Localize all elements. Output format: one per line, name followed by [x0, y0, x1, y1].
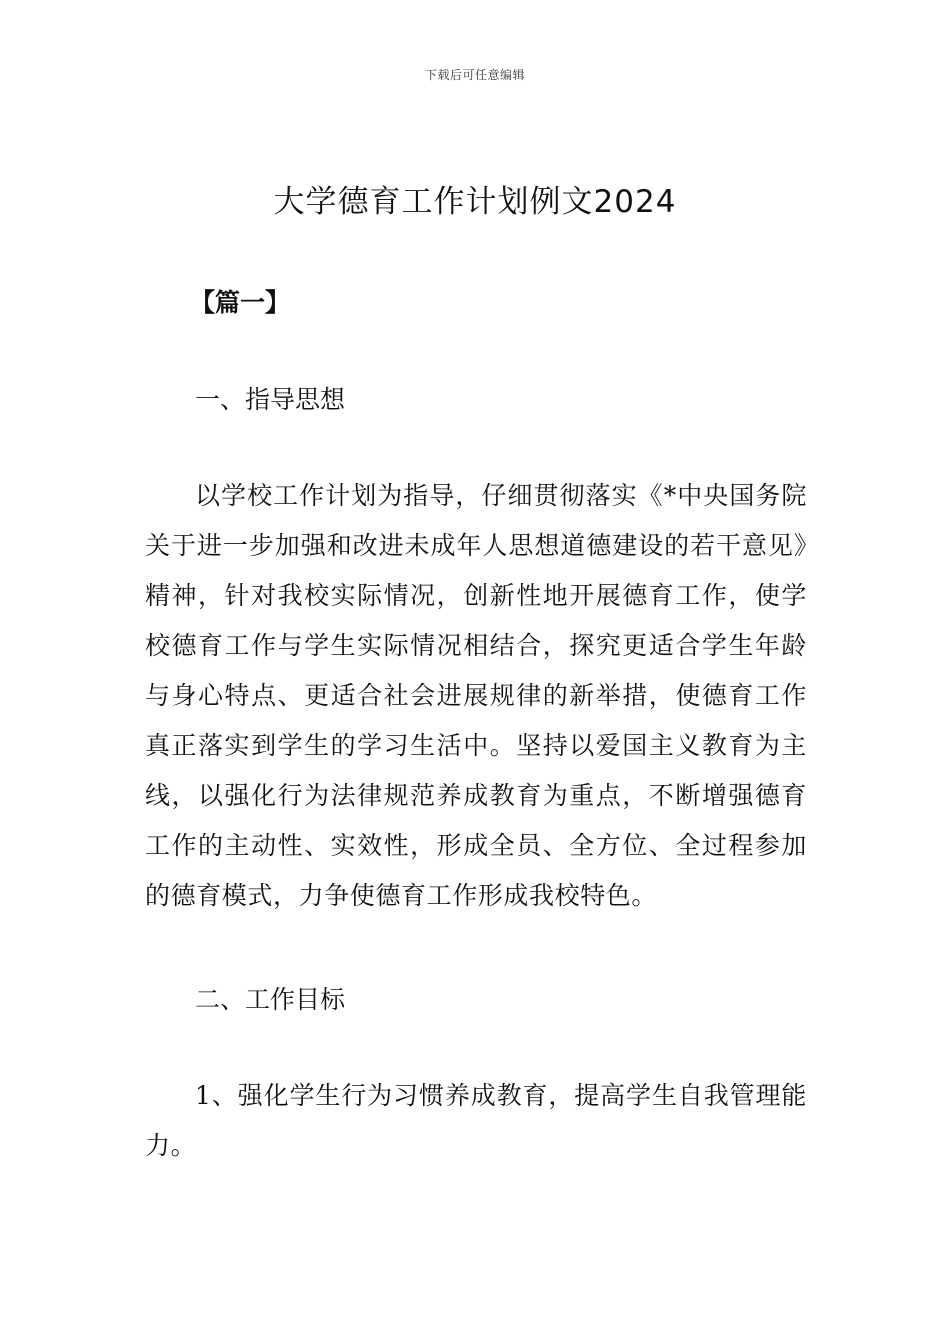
paragraph-guiding-ideology: 以学校工作计划为指导，仔细贯彻落实《*中央国务院关于进一步加强和改进未成年人思想道德建设的若干意见》精神，针对我校实际情况，创新性地开展德育工作，使学校德育工作与学生实际情况相结合，探究更适合学生年龄与身心特点、更适合社会进展规律的新举措，使德育工作真正落实到学生的学习生活中。坚持以爱国主义教育为主线，以强化行为法律规范养成教育为重点，不断增强德育工作的主动性、实效性，形成全员、全方位、全过程参加的德育模式，力争使德育工作形成我校特色。 [145, 481, 807, 910]
section-heading-work-goals: 二、工作目标 [195, 985, 346, 1014]
section-mark: 【篇一】 [190, 288, 291, 317]
document-title: 大学德育工作计划例文2024 [273, 184, 677, 220]
paragraph-work-goal-1: 1、强化学生行为习惯养成教育，提高学生自我管理能力。 [145, 1081, 807, 1160]
section-heading-guiding-ideology: 一、指导思想 [195, 385, 346, 414]
header-note: 下载后可任意编辑 [424, 68, 525, 82]
